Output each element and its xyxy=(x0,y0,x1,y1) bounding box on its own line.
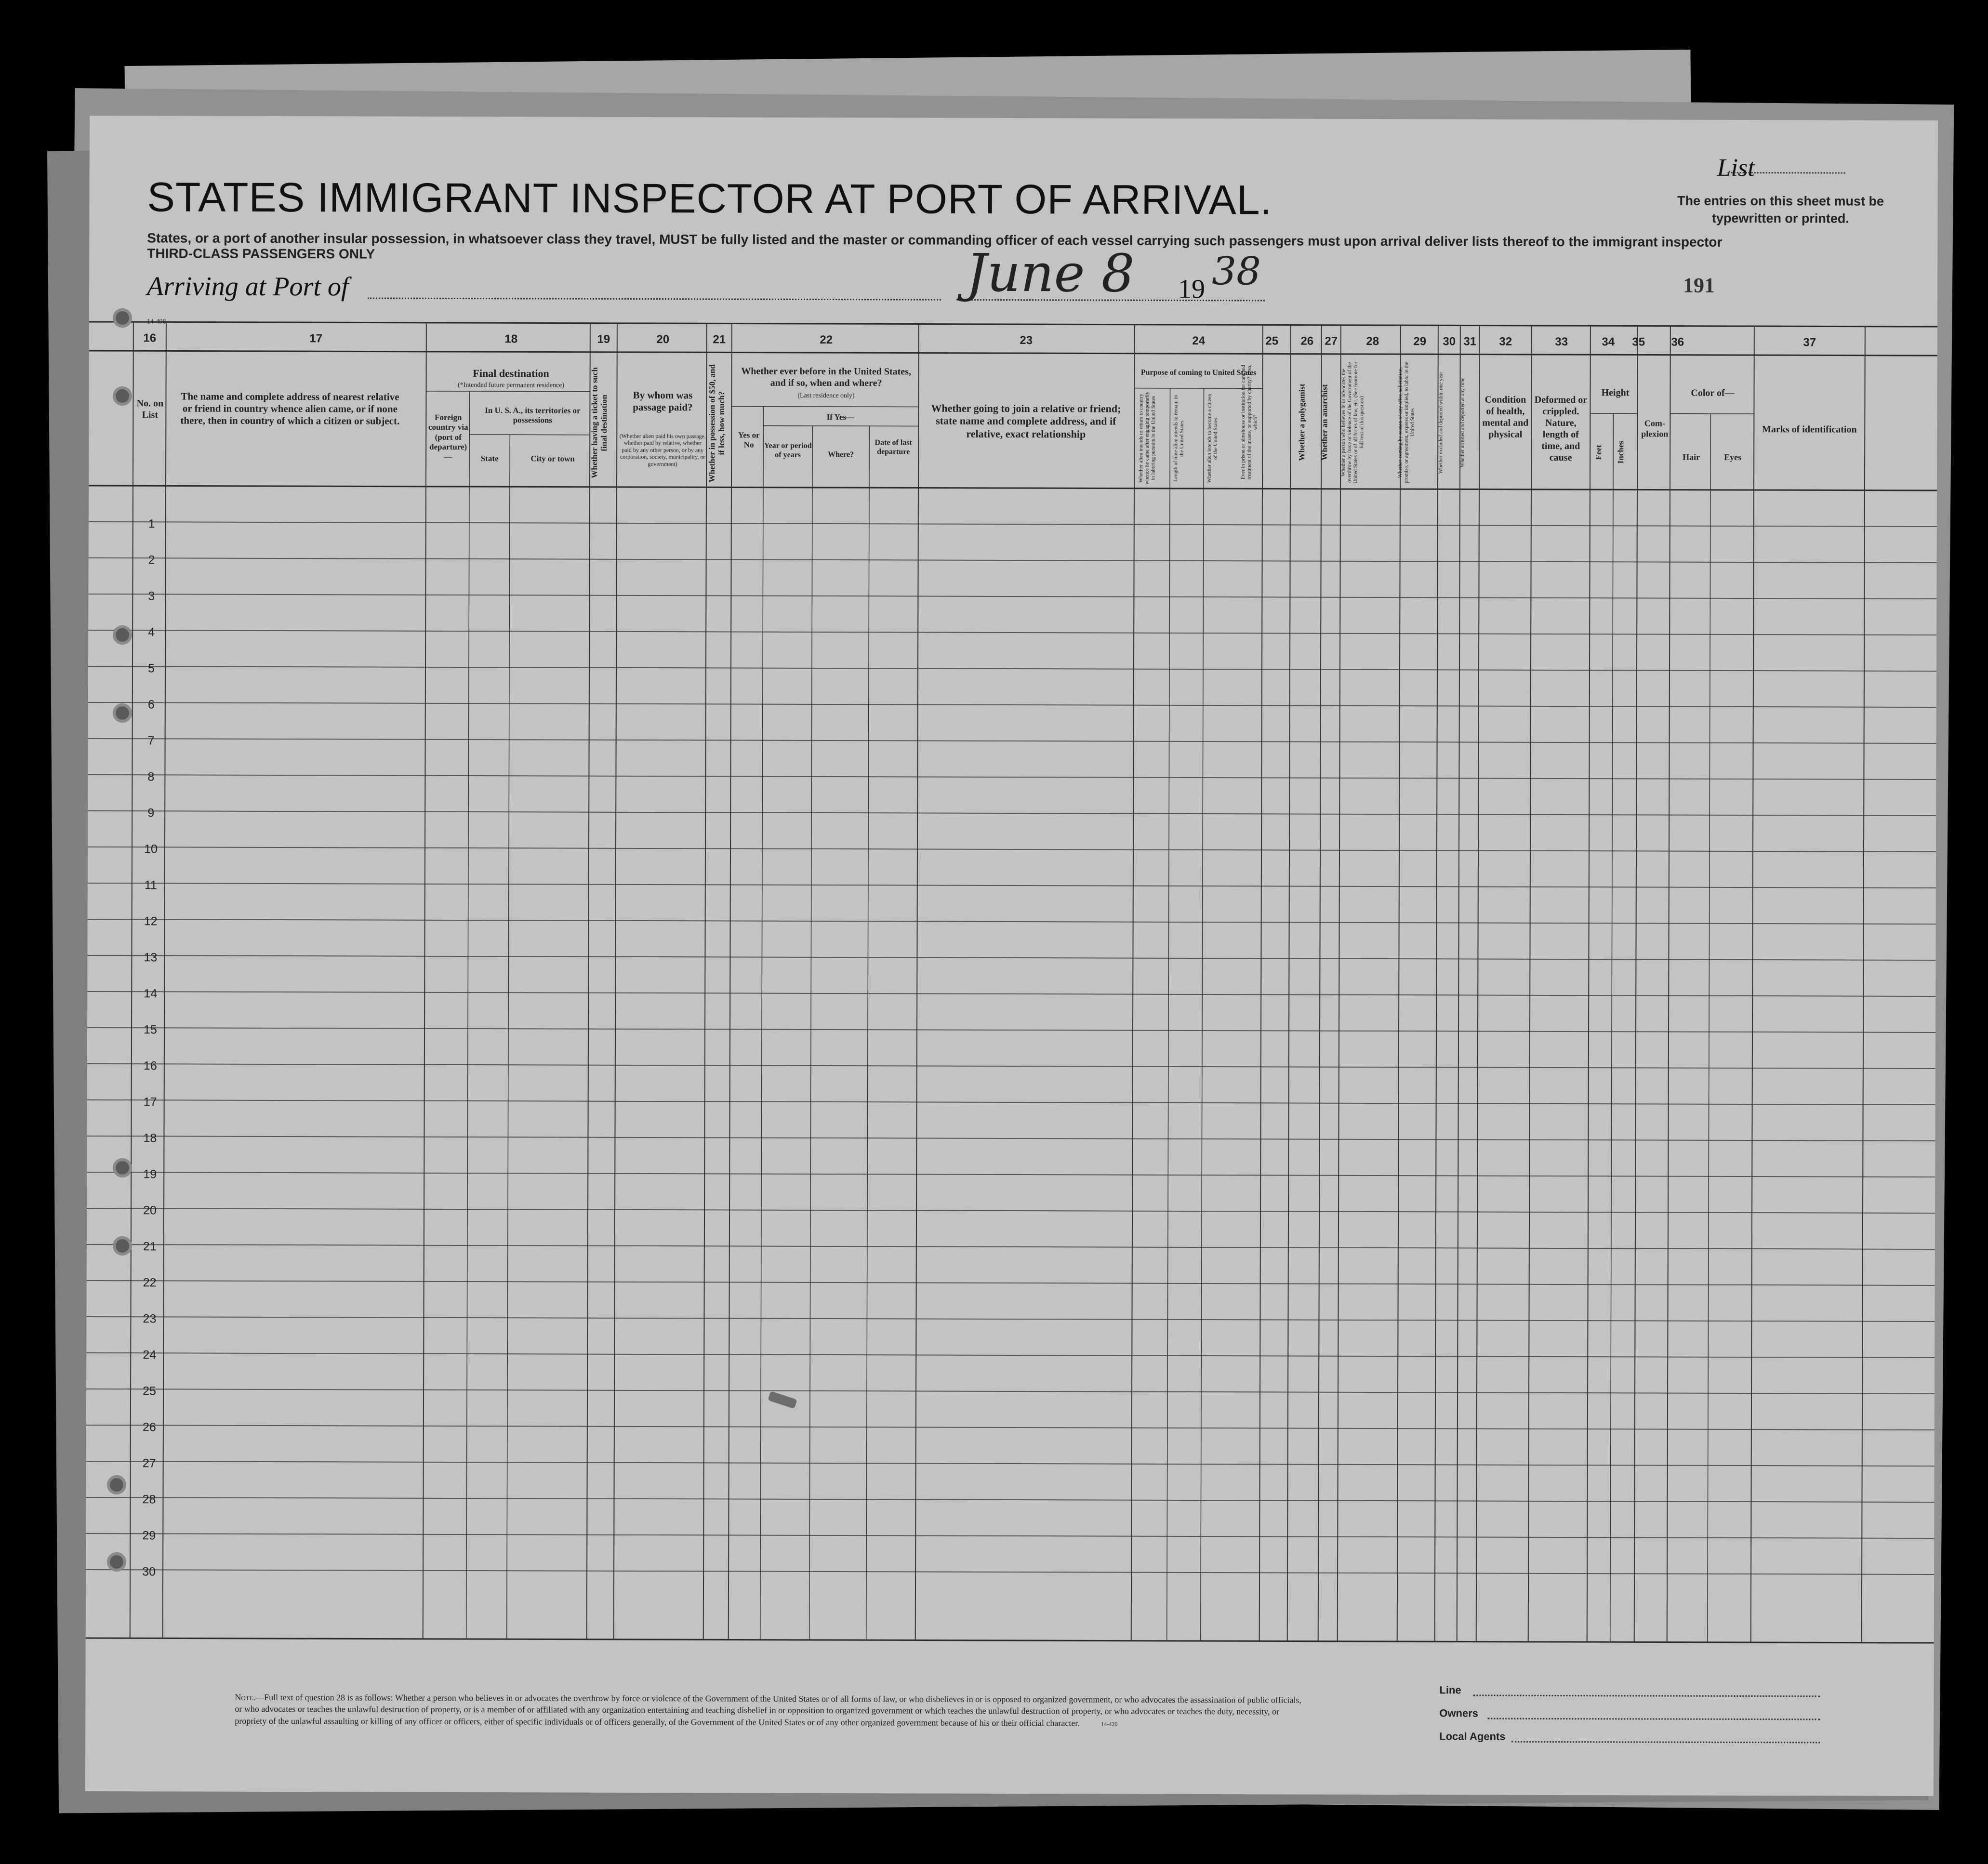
col-num-18: 18 xyxy=(504,332,518,346)
subcolumn-rule xyxy=(507,435,510,1639)
row-rule xyxy=(88,811,1936,816)
header-date-last-departure: Date of last departure xyxy=(875,438,912,456)
header-purpose: Purpose of coming to United States xyxy=(1140,368,1257,377)
column-rule xyxy=(614,323,617,1639)
header-hair: Hair xyxy=(1683,452,1700,462)
header-ever-before-us: Whether ever before in the United States, and if so, when and where? xyxy=(741,366,912,389)
subcolumn-rule xyxy=(1201,388,1204,1641)
row-rule xyxy=(89,558,1937,563)
col-num-19: 19 xyxy=(597,332,610,346)
binder-hole xyxy=(113,308,132,328)
row-number: 30 xyxy=(142,1565,156,1579)
header-marks: Marks of identification xyxy=(1762,424,1857,435)
col-num-37: 37 xyxy=(1803,336,1816,349)
header-anarchist: Whether an anarchist xyxy=(1320,384,1329,461)
row-rule xyxy=(86,1461,1935,1466)
list-label: List xyxy=(1717,154,1755,182)
row-number: 10 xyxy=(144,842,158,856)
subheader-rule xyxy=(426,391,590,392)
row-rule xyxy=(88,919,1936,924)
column-rule xyxy=(703,323,707,1639)
page-title: STATES IMMIGRANT INSPECTOR AT PORT OF ARRIVAL. xyxy=(147,174,1272,224)
binder-hole xyxy=(113,386,132,406)
header-nearest-relative: The name and complete address of nearest relative or friend in country whence alien came, or if none there, then in country of which a citizen or subject. xyxy=(180,390,400,427)
row-rule xyxy=(88,775,1936,780)
header-contract-labor: Whether coming by reason of any offer, solicitation, promise, or agreement, express or implied, to labor in the United States xyxy=(1397,361,1416,484)
row-rule xyxy=(88,594,1936,599)
col-num-23: 23 xyxy=(1020,334,1033,347)
col-num-16: 16 xyxy=(143,331,157,345)
row-number: 7 xyxy=(147,734,155,748)
row-rule xyxy=(87,991,1935,996)
row-number: 4 xyxy=(148,625,155,639)
row-rule xyxy=(86,1317,1935,1322)
col-num-21: 21 xyxy=(713,333,726,346)
row-rule xyxy=(86,1570,1934,1574)
header-state: State xyxy=(480,454,499,463)
row-number: 24 xyxy=(143,1348,157,1362)
header-ticket: Whether having a ticket to such final destination xyxy=(590,367,609,479)
column-rule xyxy=(423,323,426,1639)
col-num-20: 20 xyxy=(656,333,670,346)
column-rule xyxy=(1287,325,1291,1641)
column-rule xyxy=(1457,325,1460,1641)
column-rule xyxy=(130,322,133,1638)
row-rule xyxy=(87,955,1935,960)
header-prison: Ever in prison or almshouse or institution for care and treatment of the insane, or supported by charity? If so, which? xyxy=(1240,365,1259,480)
line-label: Line xyxy=(1439,1684,1461,1696)
header-period-of-years: Year or period of years xyxy=(764,441,812,460)
header-in-usa: In U. S. A., its territories or possessions xyxy=(485,406,581,425)
row-number: 15 xyxy=(144,1023,157,1037)
instructions-text: States, or a port of another insular possession, in whatsoever class they travel, MUST be fully listed and the master or commanding officer of each vessel carrying such passengers must upon arrival deliver lists thereof to the immigrant inspector THIRD-CLASS PASSENGERS ONLY xyxy=(147,230,1723,262)
subcolumn-rule xyxy=(809,426,813,1640)
row-number: 27 xyxy=(142,1456,156,1470)
header-final-destination: Final destination xyxy=(473,367,549,380)
header-inches: Inches xyxy=(1616,440,1626,463)
row-number: 21 xyxy=(143,1240,157,1254)
line-field xyxy=(1473,1695,1820,1697)
owners-label: Owners xyxy=(1439,1707,1479,1719)
column-rule xyxy=(1862,327,1865,1643)
col-num-22: 22 xyxy=(820,333,833,347)
col-num-30: 30 xyxy=(1443,335,1456,348)
row-number: 16 xyxy=(143,1059,157,1073)
header-complexion: Com-plexion xyxy=(1641,418,1669,439)
row-number: 6 xyxy=(147,698,155,712)
subheader-rule xyxy=(731,406,918,407)
row-rule xyxy=(86,1353,1935,1358)
row-number: 25 xyxy=(143,1384,157,1398)
binder-hole xyxy=(107,1475,126,1494)
row-number: 14 xyxy=(144,987,158,1001)
header-yes-or-no: Yes or No xyxy=(738,430,760,450)
subcolumn-rule xyxy=(466,391,470,1639)
binder-hole xyxy=(113,625,132,645)
col-num-24: 24 xyxy=(1192,334,1206,348)
row-number: 18 xyxy=(143,1131,157,1145)
header-eyes: Eyes xyxy=(1724,452,1742,462)
row-number: 12 xyxy=(144,914,158,928)
column-rule xyxy=(1338,325,1341,1641)
row-rule xyxy=(88,739,1936,743)
col-num-29: 29 xyxy=(1413,335,1427,348)
row-number: 20 xyxy=(143,1203,157,1217)
row-rule xyxy=(88,630,1936,635)
row-number: 1 xyxy=(148,517,155,531)
row-rule xyxy=(88,666,1936,671)
col-num-34: 34 xyxy=(1602,335,1615,349)
header-feet: Feet xyxy=(1594,444,1604,460)
row-number: 22 xyxy=(143,1276,157,1290)
row-number: 29 xyxy=(142,1529,156,1543)
subcolumn-rule xyxy=(760,407,764,1640)
row-number: 26 xyxy=(142,1420,156,1434)
column-rule xyxy=(1435,325,1438,1641)
row-number: 11 xyxy=(144,878,157,892)
header-color-of: Color of— xyxy=(1691,387,1735,398)
column-rule xyxy=(1397,325,1401,1641)
header-health: Condition of health, mental and physical xyxy=(1482,394,1529,440)
col-num-17: 17 xyxy=(309,332,323,345)
col-num-32: 32 xyxy=(1499,335,1512,348)
col-num-28: 28 xyxy=(1366,334,1379,348)
header-purpose-length: Length of time alien intends to remain in the United States xyxy=(1173,395,1185,482)
footnote xyxy=(235,1692,1304,1730)
handwritten-year: 38 xyxy=(1212,249,1261,294)
column-rule xyxy=(1259,325,1263,1641)
row-rule xyxy=(86,1389,1935,1394)
column-rule xyxy=(1751,326,1754,1642)
header-city: City or town xyxy=(530,454,575,463)
local-agents-label: Local Agents xyxy=(1439,1730,1506,1743)
col-num-26: 26 xyxy=(1300,334,1314,348)
row-rule xyxy=(88,702,1936,707)
column-rule xyxy=(1667,326,1670,1642)
column-rule xyxy=(1131,325,1135,1641)
binder-hole xyxy=(113,1158,132,1177)
row-number: 28 xyxy=(142,1493,156,1507)
column-rule xyxy=(1587,326,1590,1642)
row-number: 3 xyxy=(148,589,155,603)
row-number: 13 xyxy=(144,951,158,965)
header-fifty-dollars: Whether in possession of $50, and if less, how much? xyxy=(707,364,727,483)
column-rule xyxy=(1634,326,1638,1642)
entries-note: The entries on this sheet must be typewritten or printed. xyxy=(1677,193,1884,226)
local-agents-field xyxy=(1511,1741,1820,1744)
header-purpose-return: Whether alien intends to return to country whence he came after engaging temporarily in laboring pursuits in the United States xyxy=(1138,392,1156,485)
footnote-text: —Full text of question 28 is as follows: Whether a person who believes in or advocates the overthrow by force or violence of the Government of the United States or of all forms of law, or who disbelieves in or is opposed to organized government, or who advocates the assassination of public officials, or who advocates or teaches the unlawful destruction of property, or is a member of or affiliated with any organization entertaining and teaching disbelief in or opposition to organized government or which teaches the unlawful destruction of property, or who advocates or teaches the duty, necessity, or propriety of the unlawful assaulting or killing of any officer or officers, either of specific individuals or of officers generally, of the Government of the United States or of any other organized government because of his or their official character. xyxy=(235,1692,1302,1728)
class-line: THIRD-CLASS PASSENGERS ONLY xyxy=(147,246,375,262)
row-rule xyxy=(87,1100,1935,1105)
row-rule xyxy=(87,1136,1935,1141)
row-rule xyxy=(87,1172,1935,1177)
row-rule xyxy=(87,1208,1935,1213)
col-num-27: 27 xyxy=(1325,334,1338,348)
header-arrested-deported: Whether arrested and deported at any time xyxy=(1459,377,1466,468)
row-number: 17 xyxy=(143,1095,157,1109)
row-rule xyxy=(86,1534,1934,1538)
column-rule xyxy=(729,323,732,1639)
column-rule xyxy=(915,324,919,1640)
grid-lines xyxy=(86,116,1938,1662)
col-num-31: 31 xyxy=(1463,335,1477,348)
header-where: Where? xyxy=(828,450,854,459)
binder-hole xyxy=(113,703,132,723)
row-number: 19 xyxy=(143,1167,157,1181)
footnote-form-code: 14-420 xyxy=(1101,1720,1118,1728)
column-rule xyxy=(587,323,590,1639)
subcolumn-rule xyxy=(866,426,870,1640)
col-num-25: 25 xyxy=(1265,334,1279,348)
binder-hole xyxy=(107,1552,126,1572)
row-number: 2 xyxy=(148,553,155,567)
row-rule xyxy=(87,1281,1935,1285)
binder-hole xyxy=(113,1236,132,1256)
col-num-33: 33 xyxy=(1555,335,1568,349)
header-last-residence: (Last residence only) xyxy=(797,392,855,400)
row-number: 9 xyxy=(147,806,155,820)
header-polygamist: Whether a polygamist xyxy=(1297,383,1307,461)
row-rule xyxy=(86,1425,1935,1430)
arriving-label: Arriving at Port of xyxy=(146,271,349,302)
header-purpose-citizen: Whether alien intends to become a citizen of the United States xyxy=(1206,394,1219,483)
header-no-on-list: No. on List xyxy=(136,398,164,421)
form-number: 14-498 xyxy=(146,318,166,326)
col-num-36: 36 xyxy=(1671,335,1684,349)
header-passage-paid-note: (Whether alien paid his own passage, whether paid by relative, whether paid by any other person, or by any corporation, society, municipality, or government) xyxy=(619,432,706,467)
column-rule xyxy=(1318,325,1322,1641)
row-rule xyxy=(88,883,1936,888)
year-prefix: 19 xyxy=(1178,274,1206,304)
row-rule xyxy=(89,522,1937,527)
row-rule xyxy=(87,1028,1935,1032)
footnote-lead: Note. xyxy=(235,1692,256,1702)
handwritten-date: June 8 xyxy=(966,243,1135,304)
col-num-35: 35 xyxy=(1632,335,1645,349)
row-rule xyxy=(87,1064,1935,1069)
row-rule xyxy=(86,1497,1934,1502)
row-rule xyxy=(87,1244,1935,1249)
header-height: Height xyxy=(1601,387,1630,398)
owners-field xyxy=(1487,1718,1820,1720)
header-join-relative: Whether going to join a relative or friend; state name and complete address, and if relative, exact relationship xyxy=(931,402,1121,440)
sheet-number: 191 xyxy=(1683,273,1715,297)
header-final-destination-note: (*Intended future permanent residence) xyxy=(457,382,565,389)
row-number: 23 xyxy=(143,1312,157,1326)
header-foreign-country: Foreign country via (port of departure)— xyxy=(428,412,468,462)
row-number: 8 xyxy=(147,770,155,784)
header-if-yes: If Yes— xyxy=(826,412,855,422)
column-rule xyxy=(1476,326,1480,1642)
manifest-sheet xyxy=(85,116,1938,1796)
subcolumn-rule xyxy=(1167,388,1170,1641)
row-number: 5 xyxy=(148,661,155,675)
header-question-28: Whether a person who believes in or advocates the overthrow by force or violence of the Government of the United States or of all forms of law, etc. (See footnote for full text of this question) xyxy=(1340,361,1365,484)
row-rule xyxy=(88,847,1936,852)
header-deformed: Deformed or crippled. Nature, length of time, and cause xyxy=(1534,394,1588,463)
header-passage-paid: By whom was passage paid? xyxy=(633,389,693,413)
column-rule xyxy=(1528,326,1532,1642)
header-excluded-deported: Whether excluded and deported within one year xyxy=(1438,371,1444,474)
